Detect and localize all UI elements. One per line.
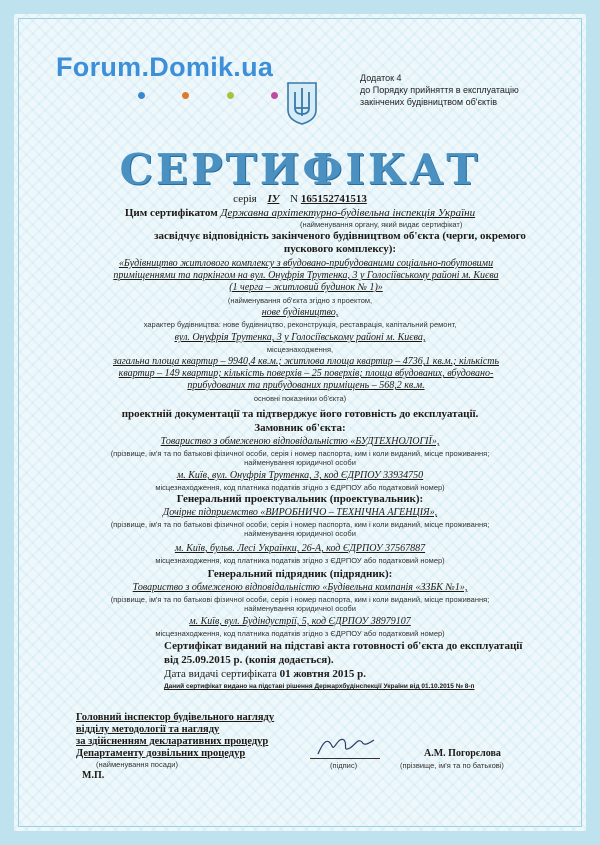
customer-address: м. Київ, вул. Онуфрія Трутенка, 3, код ЄДРПОУ 33934750 bbox=[176, 470, 424, 481]
signature-line bbox=[310, 758, 380, 759]
object-location-hint: місцезнаходження, bbox=[266, 345, 334, 354]
issuer-prefix: Цим сертифікатом bbox=[124, 207, 218, 219]
series-line bbox=[40, 193, 560, 206]
construction-kind-hint: характер будівництва: нове будівництво, реконструкція, реставрація, капітальний ремонт, bbox=[143, 320, 457, 329]
logo-dot bbox=[138, 92, 145, 99]
object-name-line: «Будівництво житлового комплексу з вбудовано-прибудованими соціально-побутовими bbox=[118, 258, 494, 269]
issuer-name: Державна архітектурно-будівельна інспекція України bbox=[220, 207, 476, 219]
contractor-hint: найменування юридичної особи bbox=[244, 604, 356, 613]
number-label: N bbox=[290, 193, 299, 205]
signatory-name: А.М. Погорєлова bbox=[424, 748, 501, 759]
customer-name: Товариство з обмеженою відповідальністю «БУДТЕХНОЛОГІЇ», bbox=[160, 436, 440, 447]
logo-dot bbox=[271, 92, 278, 99]
construction-kind: нове будівництво, bbox=[261, 307, 339, 318]
logo-dot bbox=[227, 92, 234, 99]
signatory-role: за здійсненням декларативних процедур bbox=[76, 736, 269, 747]
site-logo: Forum.Domik.ua bbox=[56, 52, 274, 82]
contractor-heading: Генеральний підрядник (підрядник): bbox=[207, 568, 393, 580]
indicators-hint: основні показники об'єкта) bbox=[253, 394, 347, 403]
issue-date-line bbox=[164, 668, 366, 681]
signature-hint: (підпис) bbox=[330, 761, 358, 770]
certificate-number: 165152741513 bbox=[300, 193, 367, 205]
designer-heading: Генеральний проектувальник (проектувальник): bbox=[176, 493, 424, 505]
series-value: ІУ bbox=[267, 193, 280, 205]
contractor-hint: місцезнаходження, код платника податків згідно з ЄДРПОУ або податковий номер) bbox=[155, 629, 445, 638]
contractor-address: м. Київ, вул. Будіндустрії, 5, код ЄДРПОУ 38979107 bbox=[189, 616, 411, 627]
designer-hint: найменування юридичної особи bbox=[244, 529, 356, 538]
basis-line: Сертифікат виданий на підставі акта готовності об'єкта до експлуатації bbox=[164, 640, 523, 652]
annex-line: Додаток 4 bbox=[360, 73, 402, 83]
certifies-text: засвідчує відповідність закінченого будівництвом об'єкта (черги, окремого пускового комплексу): bbox=[154, 230, 526, 255]
designer-hint: (прізвище, ім'я та по батькові фізичної особи, серія і номер паспорта, ким і коли виданий, місце проживання; bbox=[110, 520, 490, 529]
customer-hint: (прізвище, ім'я та по батькові фізичної особи, серія і номер паспорта, ким і коли виданий, місце проживання; bbox=[110, 449, 490, 458]
contractor-name: Товариство з обмеженою відповідальністю «Будівельна компанія «ЗЗБК №1», bbox=[132, 582, 468, 593]
object-name-line: (1 черга – житловий будинок № 1)» bbox=[229, 282, 383, 293]
certificate-title: СЕРТИФІКАТ bbox=[119, 145, 481, 194]
object-indicators bbox=[62, 356, 550, 392]
signatory-role: Департаменту дозвільних процедур bbox=[76, 748, 246, 759]
annex-note bbox=[360, 72, 560, 108]
customer-heading: Замовник об'єкта: bbox=[254, 422, 346, 434]
decision-note: Даний сертифікат видано на підставі рішення Держархбудінспекції України від 01.10.2015 № 8-п bbox=[164, 683, 475, 690]
series-label: серія bbox=[233, 193, 257, 205]
designer-hint: місцезнаходження, код платника податків згідно з ЄДРПОУ або податковий номер) bbox=[155, 556, 445, 565]
coat-of-arms-icon bbox=[285, 80, 319, 126]
indicator-line: загальна площа квартир – 9940,4 кв.м.; житлова площа квартир – 4736,1 кв.м.; кількість bbox=[112, 356, 500, 367]
issue-date-label: Дата видачі сертифіката bbox=[164, 668, 277, 680]
customer-hint: найменування юридичної особи bbox=[244, 458, 356, 467]
indicator-line: прибудованих та прибудованих приміщень – 568,2 кв.м. bbox=[187, 380, 425, 391]
object-name bbox=[62, 258, 550, 294]
customer-hint: місцезнаходження, код платника податків згідно з ЄДРПОУ або податковий номер) bbox=[155, 483, 445, 492]
issuer-line bbox=[40, 207, 560, 220]
issue-date-value: 01 жовтня 2015 р. bbox=[279, 668, 367, 680]
contractor-hint: (прізвище, ім'я та по батькові фізичної особи, серія і номер паспорта, ким і коли виданий, місце проживання; bbox=[110, 595, 490, 604]
logo-dots bbox=[138, 92, 278, 99]
annex-line: до Порядку прийняття в експлуатацію bbox=[360, 85, 519, 95]
object-location: вул. Онуфрія Трутенка, 3 у Голосіївському районі м. Києва, bbox=[174, 332, 426, 343]
object-name-line: приміщеннями та паркінгом на вул. Онуфрія Трутенка, 3 у Голосіївському районі м. Києва bbox=[113, 270, 499, 281]
annex-line: закінчених будівництвом об'єктів bbox=[360, 97, 497, 107]
basis-line: від 25.09.2015 р. (копія додається). bbox=[164, 654, 334, 666]
signatory-name-hint: (прізвище, ім'я та по батькові) bbox=[400, 761, 504, 770]
stamp-place: М.П. bbox=[82, 770, 105, 781]
logo-dot bbox=[182, 92, 189, 99]
signatory-role: відділу методології та нагляду bbox=[76, 724, 220, 735]
role-hint: (найменування посади) bbox=[96, 760, 178, 769]
signatory-role: Головний інспектор будівельного нагляду bbox=[76, 712, 275, 723]
designer-name: Дочірнє підприємство «ВИРОБНИЧО – ТЕХНІЧНА АГЕНЦІЯ», bbox=[162, 507, 438, 518]
issuer-hint: (найменування органу, який видає сертифікат) bbox=[300, 220, 463, 229]
conformity-text: проектній документації та підтверджує його готовність до експлуатації. bbox=[121, 408, 479, 420]
designer-address: м. Київ, бульв. Лесі Українки, 26-А, код ЄДРПОУ 37567887 bbox=[174, 543, 426, 554]
indicator-line: квартир – 149 квартир; кількість поверхів – 25 поверхів; площа вбудованих, вбудовано- bbox=[118, 368, 494, 379]
object-name-hint: (найменування об'єкта згідно з проектом, bbox=[227, 296, 373, 305]
